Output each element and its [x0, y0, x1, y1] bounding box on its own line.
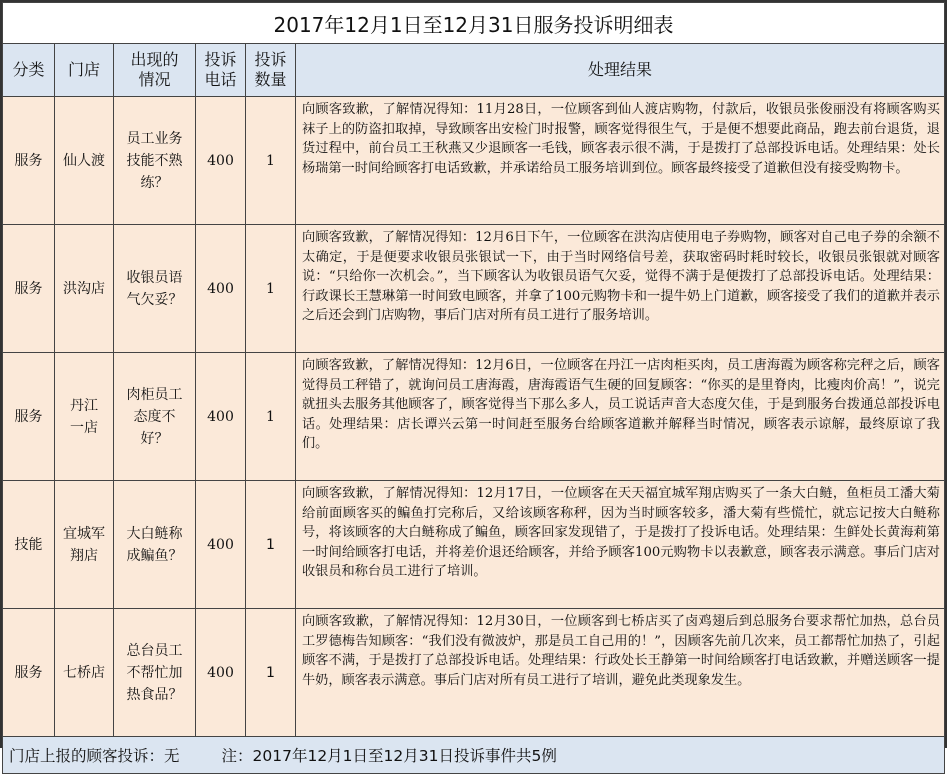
store-reported-text: 门店上报的顾客投诉：无 [9, 747, 180, 765]
cell-store: 丹江一店 [55, 353, 114, 481]
table-row [3, 97, 945, 225]
cell-count: 1 [246, 97, 296, 225]
cell-result: 向顾客致歉，了解情况得知：12月17日，一位顾客在天天福宜城军翔店购买了一条大白鲢，鱼柜员工潘大菊给前面顾客买的鳊鱼打完称后，又给该顾客称秤，因为当时顾客较多，潘大菊有些慌忙，就忘记按大白鲢称号，将该顾客的大白鲢称成了鳊鱼，顾客回家发现错了，于是拨打了投诉电话。处理结果：生鲜处长黄海莉第一时间给顾客打电话，并将差价退还给顾客，并给予顾客100元购物卡以表歉意，顾客表示满意。事后门店对收银员和称台员工进行了培训。 [296, 481, 945, 609]
cell-category: 服务 [3, 225, 55, 353]
cell-issue: 总台员工不帮忙加热食品？ [114, 609, 196, 737]
header-phone: 投诉电话 [196, 44, 246, 97]
table-title: 2017年12月1日至12月31日服务投诉明细表 [3, 3, 945, 44]
cell-phone: 400 [196, 481, 246, 609]
cell-phone: 400 [196, 225, 246, 353]
table-row [3, 609, 945, 737]
cell-store: 仙人渡 [55, 97, 114, 225]
cell-issue: 肉柜员工态度不好？ [114, 353, 196, 481]
cell-phone: 400 [196, 609, 246, 737]
cell-count: 1 [246, 609, 296, 737]
cell-category: 服务 [3, 609, 55, 737]
cell-store: 宜城军翔店 [55, 481, 114, 609]
header-count: 投诉数量 [246, 44, 296, 97]
cell-phone: 400 [196, 353, 246, 481]
cell-phone: 400 [196, 97, 246, 225]
header-result: 处理结果 [296, 44, 945, 97]
cell-result: 向顾客致歉，了解情况得知：12月30日，一位顾客到七桥店买了卤鸡翅后到总服务台要求帮忙加热，总台员工罗德梅告知顾客：“我们没有微波炉，那是员工自己用的！”，因顾客先前几次来，员工都帮忙加热了，引起顾客不满，于是拨打了总部投诉电话。处理结果：行政处长王静第一时间给顾客打电话致歉，并赠送顾客一提牛奶，顾客表示满意。事后门店对所有员工进行了培训，避免此类现象发生。 [296, 609, 945, 737]
table-row [3, 353, 945, 481]
cell-issue: 大白鲢称成鳊鱼？ [114, 481, 196, 609]
cell-issue: 员工业务技能不熟练？ [114, 97, 196, 225]
table-row [3, 481, 945, 609]
cell-issue: 收银员语气欠妥？ [114, 225, 196, 353]
header-store: 门店 [55, 44, 114, 97]
cell-result: 向顾客致歉，了解情况得知：12月6日下午，一位顾客在洪沟店使用电子券购物，顾客对自己电子券的余额不太确定，于是便要求收银员张银试一下，由于当时网络信号差，获取密码时耗时较长，收银员张银就对顾客说：“只给你一次机会。”，当下顾客认为收银员语气欠妥，觉得不满于是便拨打了总部投诉电话。处理结果：行政课长王慧琳第一时间致电顾客，并拿了100元购物卡和一提牛奶上门道歉，顾客接受了我们的道歉并表示之后还会到门店购物，事后门店对所有员工进行了服务培训。 [296, 225, 945, 353]
header-issue: 出现的情况 [114, 44, 196, 97]
complaint-table [2, 2, 945, 774]
header-category: 分类 [3, 44, 55, 97]
cell-result: 向顾客致歉，了解情况得知：11月28日，一位顾客到仙人渡店购物，付款后，收银员张俊丽没有将顾客购买袜子上的防盗扣取掉，导致顾客出安检门时报警，顾客觉得很生气，于是便不想要此商品，跑去前台退货，退货过程中，前台员工王秋燕又少退顾客一毛钱，顾客表示很不满，于是拨打了总部投诉电话。处理结果：处长杨瑞第一时间给顾客打电话致歉，并承诺给员工服务培训到位。顾客最终接受了道歉但没有接受购物卡。 [296, 97, 945, 225]
cell-count: 1 [246, 481, 296, 609]
footer-row [3, 737, 945, 774]
cell-count: 1 [246, 225, 296, 353]
cell-store: 七桥店 [55, 609, 114, 737]
cell-category: 服务 [3, 97, 55, 225]
footer-cell [3, 737, 945, 774]
cell-result: 向顾客致歉，了解情况得知：12月6日，一位顾客在丹江一店肉柜买肉，员工唐海霞为顾客称完秤之后，顾客觉得员工秤错了，就询问员工唐海霞，唐海霞语气生硬的回复顾客：“你买的是里脊肉，比瘦肉价高！”，说完就扭头去服务其他顾客了，顾客觉得当下那么多人，员工说话声音大态度欠佳，于是到服务台拨通总部投诉电话。处理结果：店长谭兴云第一时间赶至服务台给顾客道歉并解释当时情况，顾客表示谅解，最终原谅了我们。 [296, 353, 945, 481]
cell-count: 1 [246, 353, 296, 481]
cell-store: 洪沟店 [55, 225, 114, 353]
header-row [3, 44, 945, 97]
table-row [3, 225, 945, 353]
cell-category: 服务 [3, 353, 55, 481]
note-text: 注：2017年12月1日至12月31日投诉事件共5例 [221, 747, 557, 765]
cell-category: 技能 [3, 481, 55, 609]
